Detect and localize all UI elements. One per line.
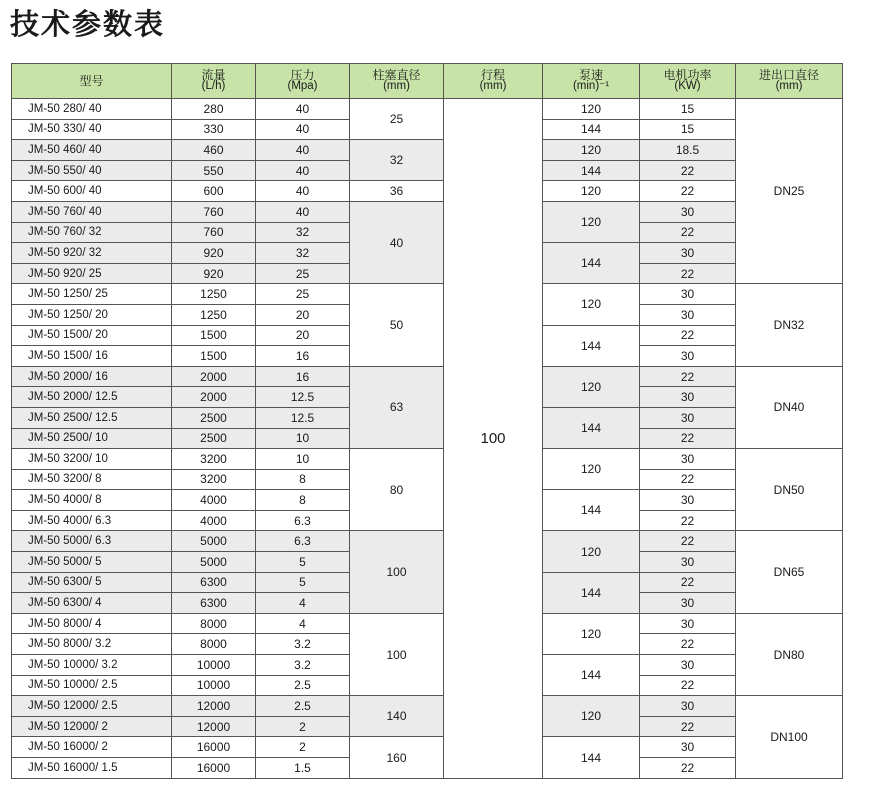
flow-cell: 16000: [172, 758, 256, 779]
model-cell: JM-50 550/ 40: [12, 160, 172, 181]
pressure-cell: 12.5: [256, 407, 350, 428]
flow-cell: 1250: [172, 284, 256, 305]
flow-cell: 280: [172, 99, 256, 120]
flow-cell: 920: [172, 243, 256, 264]
header-row: [12, 64, 843, 99]
power-cell: 22: [640, 263, 736, 284]
speed-cell: 144: [543, 119, 640, 140]
model-cell: JM-50 2500/ 10: [12, 428, 172, 449]
power-cell: 30: [640, 201, 736, 222]
model-cell: JM-50 600/ 40: [12, 181, 172, 202]
col-header-model: 型号: [12, 64, 172, 99]
flow-cell: 6300: [172, 593, 256, 614]
speed-cell: 120: [543, 181, 640, 202]
pressure-cell: 20: [256, 304, 350, 325]
power-cell: 22: [640, 634, 736, 655]
pressure-cell: 16: [256, 366, 350, 387]
flow-cell: 4000: [172, 510, 256, 531]
speed-cell: 120: [543, 201, 640, 242]
pressure-cell: 40: [256, 140, 350, 161]
speed-cell: 120: [543, 531, 640, 572]
pressure-cell: 16: [256, 346, 350, 367]
model-cell: JM-50 2000/ 12.5: [12, 387, 172, 408]
pressure-cell: 25: [256, 284, 350, 305]
model-cell: JM-50 1500/ 20: [12, 325, 172, 346]
model-cell: JM-50 8000/ 4: [12, 613, 172, 634]
model-cell: JM-50 5000/ 6.3: [12, 531, 172, 552]
pressure-cell: 25: [256, 263, 350, 284]
pressure-cell: 2: [256, 716, 350, 737]
flow-cell: 920: [172, 263, 256, 284]
power-cell: 22: [640, 428, 736, 449]
spec-body: [12, 99, 843, 779]
port-cell: DN50: [736, 449, 843, 531]
power-cell: 18.5: [640, 140, 736, 161]
pressure-cell: 3.2: [256, 655, 350, 676]
pressure-cell: 6.3: [256, 531, 350, 552]
pressure-cell: 40: [256, 119, 350, 140]
flow-cell: 12000: [172, 716, 256, 737]
model-cell: JM-50 1250/ 25: [12, 284, 172, 305]
pressure-cell: 10: [256, 449, 350, 470]
pressure-cell: 40: [256, 181, 350, 202]
table-row: [12, 696, 843, 717]
flow-cell: 460: [172, 140, 256, 161]
power-cell: 22: [640, 181, 736, 202]
speed-cell: 144: [543, 490, 640, 531]
power-cell: 30: [640, 613, 736, 634]
pressure-cell: 1.5: [256, 758, 350, 779]
flow-cell: 550: [172, 160, 256, 181]
pressure-cell: 5: [256, 552, 350, 573]
model-cell: JM-50 3200/ 8: [12, 469, 172, 490]
model-cell: JM-50 2500/ 12.5: [12, 407, 172, 428]
table-row: [12, 201, 843, 222]
power-cell: 30: [640, 407, 736, 428]
table-row: [12, 99, 843, 120]
speed-cell: 120: [543, 696, 640, 737]
col-header-port: 进出口直径 (mm): [736, 64, 843, 99]
power-cell: 15: [640, 99, 736, 120]
port-cell: DN80: [736, 613, 843, 695]
port-cell: DN40: [736, 366, 843, 448]
model-cell: JM-50 4000/ 8: [12, 490, 172, 511]
table-row: [12, 531, 843, 552]
flow-cell: 1250: [172, 304, 256, 325]
port-cell: DN65: [736, 531, 843, 613]
col-header-speed: 泵速 (min)⁻¹: [543, 64, 640, 99]
pressure-cell: 12.5: [256, 387, 350, 408]
col-header-pressure: 压力 (Mpa): [256, 64, 350, 99]
flow-cell: 760: [172, 222, 256, 243]
flow-cell: 2500: [172, 428, 256, 449]
col-header-stroke: 行程 (mm): [444, 64, 543, 99]
flow-cell: 4000: [172, 490, 256, 511]
power-cell: 30: [640, 243, 736, 264]
power-cell: 30: [640, 387, 736, 408]
speed-cell: 144: [543, 325, 640, 366]
flow-cell: 5000: [172, 531, 256, 552]
pressure-cell: 32: [256, 243, 350, 264]
plunger-cell: 160: [350, 737, 444, 778]
speed-cell: 144: [543, 655, 640, 696]
model-cell: JM-50 3200/ 10: [12, 449, 172, 470]
power-cell: 22: [640, 716, 736, 737]
flow-cell: 2000: [172, 366, 256, 387]
plunger-cell: 140: [350, 696, 444, 737]
model-cell: JM-50 760/ 32: [12, 222, 172, 243]
model-cell: JM-50 2000/ 16: [12, 366, 172, 387]
flow-cell: 3200: [172, 469, 256, 490]
port-cell: DN25: [736, 99, 843, 284]
power-cell: 22: [640, 531, 736, 552]
table-row: [12, 449, 843, 470]
model-cell: JM-50 5000/ 5: [12, 552, 172, 573]
pressure-cell: 8: [256, 469, 350, 490]
power-cell: 30: [640, 284, 736, 305]
page-title: 技术参数表: [10, 7, 166, 41]
power-cell: 30: [640, 449, 736, 470]
plunger-cell: 80: [350, 449, 444, 531]
flow-cell: 330: [172, 119, 256, 140]
table-row: [12, 181, 843, 202]
flow-cell: 1500: [172, 325, 256, 346]
model-cell: JM-50 1500/ 16: [12, 346, 172, 367]
power-cell: 30: [640, 552, 736, 573]
speed-cell: 120: [543, 449, 640, 490]
flow-cell: 10000: [172, 675, 256, 696]
power-cell: 22: [640, 510, 736, 531]
flow-cell: 2500: [172, 407, 256, 428]
plunger-cell: 50: [350, 284, 444, 366]
pressure-cell: 6.3: [256, 510, 350, 531]
power-cell: 30: [640, 346, 736, 367]
model-cell: JM-50 330/ 40: [12, 119, 172, 140]
pressure-cell: 3.2: [256, 634, 350, 655]
pressure-cell: 40: [256, 201, 350, 222]
pressure-cell: 4: [256, 613, 350, 634]
flow-cell: 1500: [172, 346, 256, 367]
plunger-cell: 25: [350, 99, 444, 140]
flow-cell: 600: [172, 181, 256, 202]
power-cell: 22: [640, 325, 736, 346]
pressure-cell: 20: [256, 325, 350, 346]
model-cell: JM-50 8000/ 3.2: [12, 634, 172, 655]
model-cell: JM-50 16000/ 2: [12, 737, 172, 758]
pressure-cell: 40: [256, 160, 350, 181]
plunger-cell: 100: [350, 613, 444, 695]
pressure-cell: 5: [256, 572, 350, 593]
power-cell: 22: [640, 469, 736, 490]
speed-cell: 144: [543, 737, 640, 778]
model-cell: JM-50 16000/ 1.5: [12, 758, 172, 779]
power-cell: 30: [640, 655, 736, 676]
speed-cell: 120: [543, 99, 640, 120]
port-cell: DN32: [736, 284, 843, 366]
speed-cell: 120: [543, 366, 640, 407]
flow-cell: 12000: [172, 696, 256, 717]
speed-cell: 144: [543, 572, 640, 613]
power-cell: 22: [640, 758, 736, 779]
speed-cell: 120: [543, 613, 640, 654]
pressure-cell: 4: [256, 593, 350, 614]
table-row: [12, 613, 843, 634]
speed-cell: 144: [543, 243, 640, 284]
power-cell: 30: [640, 737, 736, 758]
model-cell: JM-50 460/ 40: [12, 140, 172, 161]
plunger-cell: 100: [350, 531, 444, 613]
speed-cell: 144: [543, 160, 640, 181]
flow-cell: 6300: [172, 572, 256, 593]
model-cell: JM-50 1250/ 20: [12, 304, 172, 325]
flow-cell: 5000: [172, 552, 256, 573]
power-cell: 22: [640, 366, 736, 387]
flow-cell: 8000: [172, 634, 256, 655]
model-cell: JM-50 920/ 32: [12, 243, 172, 264]
pressure-cell: 32: [256, 222, 350, 243]
power-cell: 30: [640, 304, 736, 325]
pressure-cell: 40: [256, 99, 350, 120]
col-header-plunger: 柱塞直径 (mm): [350, 64, 444, 99]
speed-cell: 120: [543, 284, 640, 325]
flow-cell: 10000: [172, 655, 256, 676]
table-row: [12, 284, 843, 305]
model-cell: JM-50 760/ 40: [12, 201, 172, 222]
plunger-cell: 63: [350, 366, 444, 448]
flow-cell: 16000: [172, 737, 256, 758]
speed-cell: 144: [543, 407, 640, 448]
power-cell: 22: [640, 222, 736, 243]
model-cell: JM-50 6300/ 4: [12, 593, 172, 614]
table-row: [12, 140, 843, 161]
plunger-cell: 36: [350, 181, 444, 202]
model-cell: JM-50 12000/ 2.5: [12, 696, 172, 717]
model-cell: JM-50 4000/ 6.3: [12, 510, 172, 531]
pressure-cell: 8: [256, 490, 350, 511]
model-cell: JM-50 12000/ 2: [12, 716, 172, 737]
model-cell: JM-50 10000/ 2.5: [12, 675, 172, 696]
pressure-cell: 10: [256, 428, 350, 449]
flow-cell: 760: [172, 201, 256, 222]
table-row: [12, 366, 843, 387]
stroke-cell: 100: [444, 99, 543, 779]
model-cell: JM-50 920/ 25: [12, 263, 172, 284]
model-cell: JM-50 280/ 40: [12, 99, 172, 120]
power-cell: 15: [640, 119, 736, 140]
spec-table: [11, 63, 843, 779]
power-cell: 22: [640, 675, 736, 696]
flow-cell: 8000: [172, 613, 256, 634]
speed-cell: 120: [543, 140, 640, 161]
pressure-cell: 2.5: [256, 696, 350, 717]
plunger-cell: 32: [350, 140, 444, 181]
port-cell: DN100: [736, 696, 843, 778]
flow-cell: 2000: [172, 387, 256, 408]
model-cell: JM-50 6300/ 5: [12, 572, 172, 593]
pressure-cell: 2: [256, 737, 350, 758]
pressure-cell: 2.5: [256, 675, 350, 696]
model-cell: JM-50 10000/ 3.2: [12, 655, 172, 676]
power-cell: 30: [640, 490, 736, 511]
power-cell: 22: [640, 160, 736, 181]
col-header-flow: 流量 (L/h): [172, 64, 256, 99]
table-row: [12, 737, 843, 758]
power-cell: 22: [640, 572, 736, 593]
power-cell: 30: [640, 593, 736, 614]
col-header-power: 电机功率 (KW): [640, 64, 736, 99]
flow-cell: 3200: [172, 449, 256, 470]
power-cell: 30: [640, 696, 736, 717]
plunger-cell: 40: [350, 201, 444, 283]
